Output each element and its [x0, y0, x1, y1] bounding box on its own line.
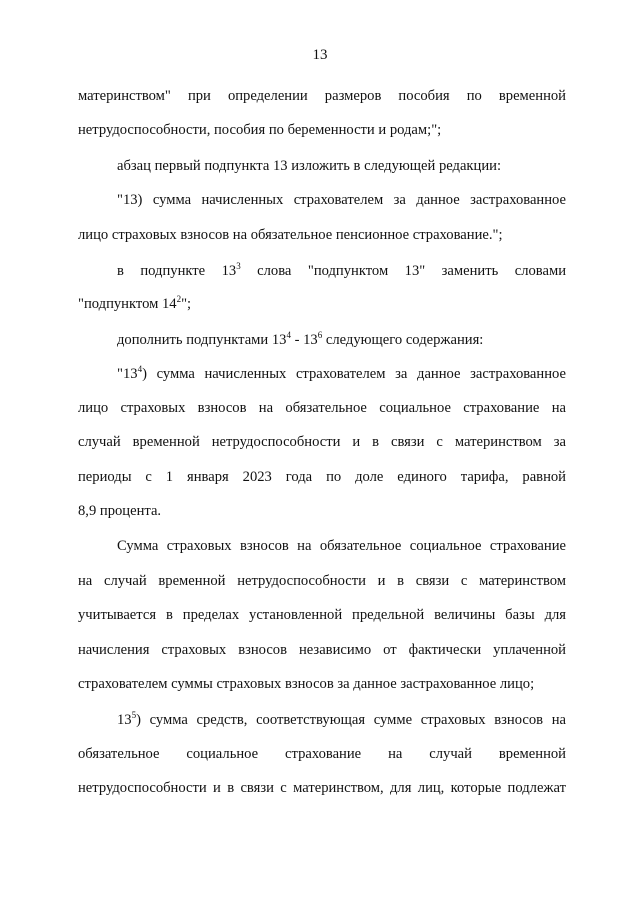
text-line: нетрудоспособности, пособия по беременности и родам;";: [78, 122, 442, 138]
text-run: ) сумма средств, соответствующая сумме страховых взносов на: [136, 712, 566, 728]
text-run: дополнить подпунктами 13: [117, 332, 287, 348]
text-line: нетрудоспособности и в связи с материнством, для лиц, которые подлежат: [78, 780, 566, 796]
text-line: начисления страховых взносов независимо от фактически уплаченной: [78, 642, 566, 658]
text-line: обязательное социальное страхование на случай временной: [78, 746, 566, 762]
superscript: 6: [317, 330, 323, 340]
text-line: лицо страховых взносов на обязательное пенсионное страхование.";: [78, 227, 503, 243]
superscript: 3: [236, 261, 241, 271]
text-line: [117, 365, 566, 383]
text-line: [78, 295, 566, 313]
text-run: 13: [117, 712, 132, 728]
text-line: материнством" при определении размеров пособия по временной: [78, 88, 566, 104]
text-line: периоды с 1 января 2023 года по доле единого тарифа, равной: [78, 469, 566, 485]
text-line: абзац первый подпункта 13 изложить в следующей редакции:: [117, 158, 501, 174]
text-run: ) сумма начисленных страхователем за данное застрахованное: [142, 366, 566, 382]
text-line: на случай временной нетрудоспособности и в связи с материнством: [78, 573, 566, 589]
text-run: следующего содержания:: [322, 332, 484, 348]
text-run: - 13: [290, 332, 318, 348]
text-line: [117, 331, 566, 349]
text-line: случай временной нетрудоспособности и в связи с материнством за: [78, 434, 566, 450]
text-line: [117, 711, 566, 729]
text-line: 8,9 процента.: [78, 503, 162, 519]
superscript: 2: [176, 294, 182, 304]
text-run: в подпункте 13: [117, 263, 237, 279]
text-line: лицо страховых взносов на обязательное социальное страхование на: [78, 400, 566, 416]
text-run: слова "подпунктом 13" заменить словами: [240, 263, 567, 279]
text-line: страхователем суммы страховых взносов за данное застрахованное лицо;: [78, 676, 535, 692]
text-line: [117, 262, 566, 280]
text-run: "подпунктом 14: [78, 296, 177, 312]
superscript: 5: [131, 710, 137, 720]
superscript: 4: [137, 364, 143, 374]
text-line: Сумма страховых взносов на обязательное социальное страхование: [117, 538, 566, 554]
page-number: 13: [312, 47, 328, 63]
text-line: "13) сумма начисленных страхователем за данное застрахованное: [117, 192, 566, 208]
text-run: "13: [117, 366, 138, 382]
superscript: 4: [286, 330, 291, 340]
text-line: учитывается в пределах установленной предельной величины базы для: [78, 607, 566, 623]
text-run: ";: [181, 296, 192, 312]
